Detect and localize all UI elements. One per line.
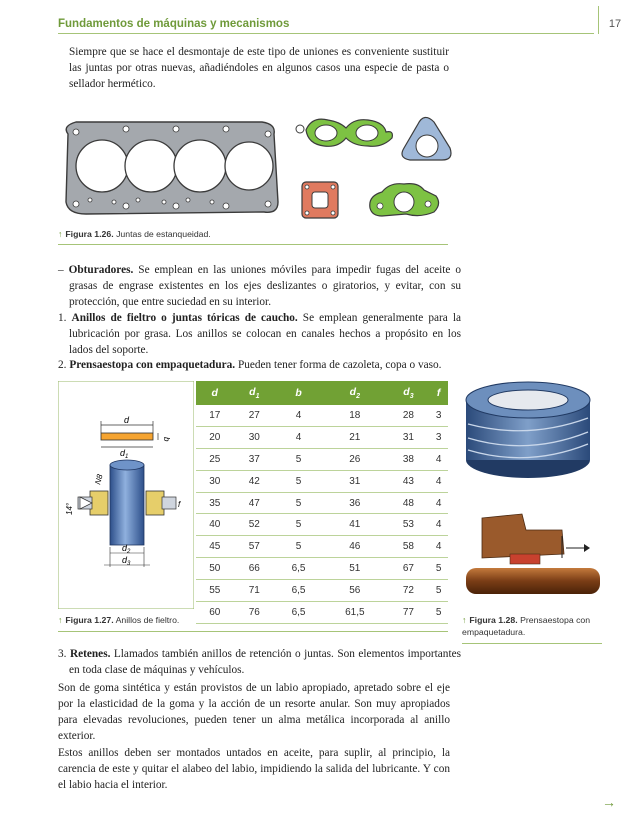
table-cell: 35 bbox=[196, 492, 234, 514]
dim-f-label: f bbox=[178, 500, 181, 509]
next-page-arrow-icon[interactable]: → bbox=[602, 794, 616, 810]
roughness-n8-label: N8 bbox=[93, 473, 105, 486]
table-cell: 31 bbox=[322, 470, 388, 492]
blue-triangle-gasket-shape bbox=[402, 117, 451, 160]
figure-126-caption: ↑ Figura 1.26. Juntas de estanqueidad. bbox=[58, 229, 211, 239]
table-row bbox=[196, 426, 448, 448]
table-cell: 20 bbox=[196, 426, 234, 448]
table-body bbox=[196, 405, 448, 623]
table-cell: 30 bbox=[234, 426, 276, 448]
table-row bbox=[196, 558, 448, 580]
table-row bbox=[196, 470, 448, 492]
figure-127-rule bbox=[58, 631, 448, 632]
table-cell: 60 bbox=[196, 602, 234, 624]
table-cell: 5 bbox=[275, 470, 322, 492]
table-header-cell: $d_2$ bbox=[322, 381, 388, 405]
table-row bbox=[196, 580, 448, 602]
table-row bbox=[196, 405, 448, 426]
table-header-row bbox=[196, 381, 448, 405]
table-cell: 5 bbox=[275, 492, 322, 514]
table-cell: 41 bbox=[322, 514, 388, 536]
table-cell: 3 bbox=[429, 405, 448, 426]
table-row bbox=[196, 492, 448, 514]
table-header-cell: $d_3$ bbox=[388, 381, 430, 405]
header-title: Fundamentos de máquinas y mecanismos bbox=[58, 18, 290, 30]
table-cell: 57 bbox=[234, 536, 276, 558]
aceite-paragraph: Estos anillos deben ser montados untados en aceite, para suplir, al principio, la carencia de este y quitar el alabeo del labio, impidiendo la salida del lubricante. Y con el labio hacia el interior. bbox=[58, 747, 450, 791]
table-cell: 51 bbox=[322, 558, 388, 580]
table-cell: 3 bbox=[429, 426, 448, 448]
table-cell: 48 bbox=[388, 492, 430, 514]
table-cell: 26 bbox=[322, 448, 388, 470]
table-header-cell: d bbox=[196, 381, 234, 405]
figure-128-images bbox=[462, 378, 602, 608]
table-cell: 67 bbox=[388, 558, 430, 580]
goma-paragraph: Son de goma sintética y están provistos de un labio apropiado, apretado sobre el eje por la elasticidad de la goma y la acción de un resorte anular. Son muy apropiados para elevadas revoluciones, pueden tener un alma metálica incorporada al anillo exterior. bbox=[58, 682, 450, 742]
table-cell: 66 bbox=[234, 558, 276, 580]
table-cell: 25 bbox=[196, 448, 234, 470]
table-cell: 76 bbox=[234, 602, 276, 624]
table-cell: 4 bbox=[429, 492, 448, 514]
table-cell: 61,5 bbox=[322, 602, 388, 624]
table-cell: 38 bbox=[388, 448, 430, 470]
table-cell: 45 bbox=[196, 536, 234, 558]
table-cell: 5 bbox=[429, 602, 448, 624]
table-cell: 4 bbox=[429, 514, 448, 536]
table-cell: 55 bbox=[196, 580, 234, 602]
figure-128-rule bbox=[462, 643, 602, 644]
table-cell: 4 bbox=[429, 448, 448, 470]
table-cell: 5 bbox=[275, 514, 322, 536]
table-cell: 42 bbox=[234, 470, 276, 492]
table-cell: 53 bbox=[388, 514, 430, 536]
page-number-divider bbox=[598, 6, 599, 34]
figure-127-caption: ↑ Figura 1.27. Anillos de fieltro. bbox=[58, 615, 180, 625]
caption-arrow-icon: ↑ bbox=[462, 615, 467, 625]
table-cell: 5 bbox=[275, 448, 322, 470]
table-cell: 30 bbox=[196, 470, 234, 492]
dim-d1-label: $d_1$ bbox=[120, 448, 129, 460]
table-row bbox=[196, 602, 448, 624]
table-cell: 27 bbox=[234, 405, 276, 426]
green-twin-gasket-shape bbox=[296, 119, 392, 146]
table-cell: 4 bbox=[275, 405, 322, 426]
table-cell: 6,5 bbox=[275, 558, 322, 580]
table-cell: 6,5 bbox=[275, 602, 322, 624]
table-cell: 5 bbox=[429, 580, 448, 602]
table-cell: 28 bbox=[388, 405, 430, 426]
table-cell: 50 bbox=[196, 558, 234, 580]
dim-d-label: d bbox=[124, 415, 130, 425]
stuffing-box-section-shape bbox=[466, 514, 600, 594]
table-cell: 77 bbox=[388, 602, 430, 624]
table-cell: 71 bbox=[234, 580, 276, 602]
table-cell: 4 bbox=[429, 470, 448, 492]
item-3-retenes: 3. Retenes. Llamados también anillos de retención o juntas. Son elementos importantes en toda clase de máquinas y vehículos. bbox=[58, 648, 461, 676]
table-cell: 17 bbox=[196, 405, 234, 426]
table-row bbox=[196, 448, 448, 470]
table-cell: 56 bbox=[322, 580, 388, 602]
dim-d3-label: $d_3$ bbox=[122, 555, 131, 567]
dim-d2-label: $d_2$ bbox=[122, 543, 131, 555]
table-cell: 36 bbox=[322, 492, 388, 514]
figure-126-gaskets bbox=[56, 112, 596, 224]
angle-label: 14° bbox=[65, 502, 74, 515]
page-header bbox=[0, 0, 638, 34]
obturadores-item: – Obturadores. Se emplean en las uniones móviles para impedir fugas del aceite o grasas de engrase existentes en los ejes deslizantes o giratorios, y evitar, con su protección, que entre suciedad en su interior. bbox=[58, 264, 462, 308]
table-header-cell: f bbox=[429, 381, 448, 405]
table-header-cell: $d_1$ bbox=[234, 381, 276, 405]
table-header-cell: b bbox=[275, 381, 322, 405]
figure-126-rule bbox=[58, 244, 448, 245]
table-cell: 21 bbox=[322, 426, 388, 448]
table-cell: 5 bbox=[275, 536, 322, 558]
packing-ring-shape bbox=[466, 382, 590, 478]
item-2-prensaestopa: 2. Prensaestopa con empaquetadura. Pueden tener forma de cazoleta, copa o vaso. bbox=[58, 359, 442, 371]
caption-arrow-icon: ↑ bbox=[58, 615, 63, 625]
table-cell: 58 bbox=[388, 536, 430, 558]
header-rule bbox=[58, 33, 594, 34]
table-cell: 40 bbox=[196, 514, 234, 536]
table-cell: 46 bbox=[322, 536, 388, 558]
red-square-gasket-shape bbox=[302, 182, 338, 218]
dim-b-label: b bbox=[162, 437, 171, 442]
table-row bbox=[196, 536, 448, 558]
table-cell: 37 bbox=[234, 448, 276, 470]
figure-128-caption: ↑ Figura 1.28. Prensaestopa con empaquetadura. bbox=[462, 615, 591, 637]
intro-paragraph: Siempre que se hace el desmontaje de este tipo de uniones es conveniente sustituir las juntas por otras nuevas, añadiéndoles en algunos casos una especie de pasta o sellador hermético. bbox=[69, 46, 449, 90]
page-number: 17 bbox=[608, 18, 622, 30]
felt-ring-dimensions-table bbox=[196, 381, 448, 624]
table-cell: 6,5 bbox=[275, 580, 322, 602]
green-irregular-gasket-shape bbox=[370, 184, 439, 216]
table-cell: 72 bbox=[388, 580, 430, 602]
table-cell: 47 bbox=[234, 492, 276, 514]
table-row bbox=[196, 514, 448, 536]
table-cell: 5 bbox=[429, 558, 448, 580]
item-1-anillos: 1. Anillos de fieltro o juntas tóricas de caucho. Se emplean generalmente para la lubricación por grasa. Los anillos se colocan en canales hechos a propósito en los lados del soporte. bbox=[58, 312, 461, 356]
table-cell: 4 bbox=[429, 536, 448, 558]
table-cell: 52 bbox=[234, 514, 276, 536]
caption-arrow-icon: ↑ bbox=[58, 229, 63, 239]
table-cell: 43 bbox=[388, 470, 430, 492]
table-cell: 31 bbox=[388, 426, 430, 448]
figure-127-diagram bbox=[58, 381, 194, 609]
table-cell: 18 bbox=[322, 405, 388, 426]
table-cell: 4 bbox=[275, 426, 322, 448]
head-gasket-shape bbox=[66, 122, 278, 214]
